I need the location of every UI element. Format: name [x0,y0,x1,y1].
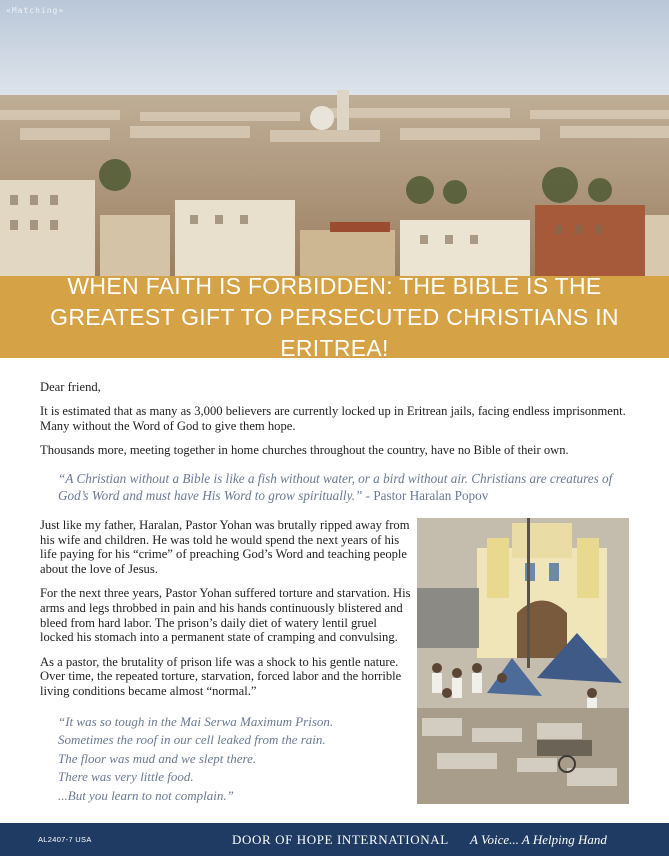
paragraph-4: For the next three years, Pastor Yohan suffered torture and starvation. His arms and legs throbbed in pain and his hands continuously blistered and bleed from hard labor. The prison’s daily diet of watery lentil gruel locked his stomach into a permanent state of cramping and convulsing. [40,586,411,645]
watermark-label: «Matching» [6,6,65,15]
pull-quote-popov [58,470,640,504]
letter-column [40,518,412,805]
footer-code: AL2407-7 USA [38,835,92,844]
pull-quote-text: “A Christian without a Bible is like a fish without water, or a bird without air. Christians are creatures of God’s Word and must have His Word to grow spiritually.” [58,471,613,503]
paragraph-1: It is estimated that as many as 3,000 believers are currently locked up in Eritrean jails, facing endless imprisonment. Many without the Word of God to give them hope. [40,404,626,433]
headline-banner [0,272,669,361]
prisoner-quote-line: The floor was mud and we slept there. [58,750,257,766]
footer-bar [0,823,669,856]
city-skyline-illustration [0,0,669,276]
pull-quote-attribution: - Pastor Haralan Popov [362,488,489,503]
footer-slogan: A Voice... A Helping Hand [470,832,607,847]
prisoner-quote-line: “It was so tough in the Mai Serwa Maximum Prison. [58,713,334,729]
prisoner-quote-line: Sometimes the roof in our cell leaked from the rain. [58,732,326,748]
headline-title: WHEN FAITH IS FORBIDDEN: THE BIBLE IS THE GREATEST GIFT TO PERSECUTED CHRISTIANS IN ERITREA! [50,272,619,361]
market-scene-illustration [417,518,629,804]
prisoner-quote [58,713,412,806]
market-church-photo [417,518,629,804]
prisoner-quote-line: There was very little food. [58,769,194,785]
paragraph-3: Just like my father, Haralan, Pastor Yohan was brutally ripped away from his wife and children. He was told he would spend the next years of his life paying for his “crime” of preaching God’s Word and teaching people about the love of Jesus. [40,518,410,576]
paragraph-5: As a pastor, the brutality of prison life was a shock to his gentle nature. Over time, the repeated torture, starvation, forced labor and the horrible living conditions became almost “normal.” [40,654,402,698]
letter-intro [40,380,640,512]
footer-organization: DOOR OF HOPE INTERNATIONAL [232,832,449,847]
paragraph-2: Thousands more, meeting together in home churches throughout the country, have no Bible of their own. [40,443,569,457]
hero-city-photo [0,0,669,276]
salutation: Dear friend, [40,380,101,394]
prisoner-quote-line: ...But you learn to not complain.” [58,787,234,803]
